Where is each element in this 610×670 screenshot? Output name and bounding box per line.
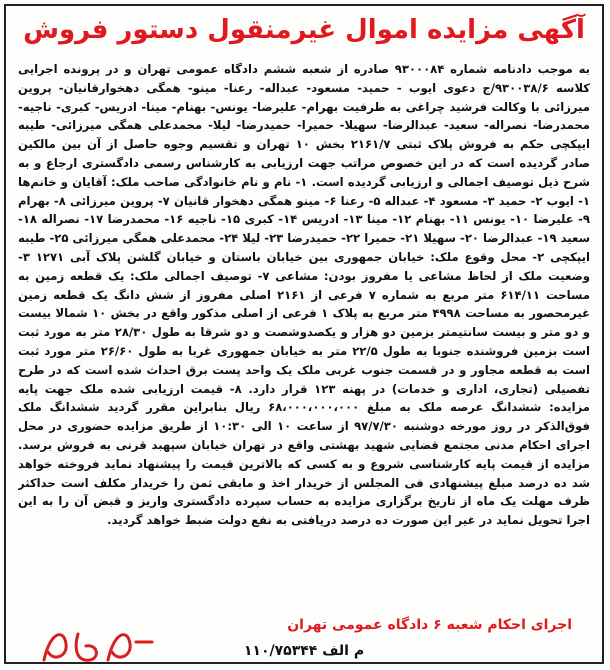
notice-body: به موجب دادنامه شماره ۹۳۰۰۰۸۴ صادره از شعبه ششم دادگاه عمومی تهران و در پرونده اجرایی کلاسه ۹۳۰۰۳۸/۶/ج دعوی ایوب - حمید- مسعود- عبداله- رعنا- مینو- همگی دهخوارقانیان- پروین میرزائی با وکالت فرشید چراغی به طرفیت بهرام- علیرضا- یونس- بهنام- مینا- ادریس- کبری- ناجیه- محمدرضا- نصراله- سعید- عبدالرضا- سهیلا- حمیرا- حمیدرضا- لیلا- محمدعلی همگی میرزائی- طیبه ایپکچی حکم به فروش پلاک ثبتی ۲۱۶۱/۷ بخش ۱۰ تهران و تقسیم وجوه حاصل از آن بین مالکین صادر گردیده است که در این خصوص مراتب جهت ارزیابی به کارشناس رسمی دادگستری ارجاع و به شرح ذیل توصیف اجمالی و ارزیابی گردیده است. ۱- نام و نام خانوادگی صاحب ملک: آقایان و خانم‌ها ۱- ایوب ۲- حمید ۳- مسعود ۴- عبداله ۵- رعنا ۶- مینو همگی دهخوار قانیان ۷- پروین میرزائی ۸- بهرام ۹- علیرضا ۱۰- یونس ۱۱- بهنام ۱۲- مینا ۱۳- ادریس ۱۴- کبری ۱۵- ناجیه ۱۶- محمدرضا ۱۷- نصراله ۱۸- سعید ۱۹- عبدالرضا ۲۰- سهیلا ۲۱- حمیرا ۲۲- حمیدرضا ۲۳- لیلا ۲۴- محمدعلی همگی میرزائی ۲۵- طیبه ایپکچی ۲- محل وقوع ملک: خیابان جمهوری بین خیابان باستان و خیابان گلشن پلاک آبی ۱۲۷۱ ۳- وضعیت ملک از لحاظ مشاعی یا مفروز بودن: مشاعی ۷- توصیف اجمالی ملک: یک قطعه زمین به مساحت ۶۱۴/۱۱ متر مربع به شماره ۷ فرعی از ۲۱۶۱ اصلی مفروز از شش دانگ یک قطعه زمین غیرمحصور به مساحت ۴۹۹۸ متر مربع به پلاک ۱ فرعی از اصلی مذکور واقع در بخش ۱۰ شمالا بیست و دو متر و بیست سانتیمتر بزمین دو هزار و یکصدوشصت و دو شرقا به طول ۲۸/۳۰ متر به مورد ثبت است بزمین فروشنده جنوبا به طول ۲۲/۵ متر به خیابان جمهوری غربا به طول ۲۶/۶۰ متر مورد ثبت است به قطعه مجاور و در قسمت جنوب غربی ملک یک واحد پست برق احداث شده است که در طرح تفصیلی (تجاری، اداری و خدمات) در پهنه ۱۲۳ قرار دارد. ۸- قیمت ارزیابی شده ملک جهت پایه مزایده: ششدانگ عرصه ملک به مبلغ ۶۸،۰۰۰،۰۰۰،۰۰۰ ریال بنابراین مقرر گردید ششدانگ ملک فوق‌الذکر در روز مورخه دوشنبه ۹۷/۷/۳۰ از ساعت ۱۰ الی ۱۰:۳۰ از طریق مزایده حضوری در محل اجرای احکام مدنی مجتمع قضایی شهید بهشتی واقع در تهران خیابان سپهبد قرنی به فروش برسد. مزایده از قیمت پایه کارشناسی شروع و به کسی که بالاترین قیمت را پیشنهاد نماید فروخته خواهد شد ده درصد مبلغ پیشنهادی فی المجلس از خریدار اخذ و مابقی ثمن را خریدار مکلف است حداکثر ظرف مهلت یک ماه از تاریخ برگزاری مزایده به حساب سپرده دادگستری واریز و قبض آن را به این اجرا تحویل نماید در غیر این صورت ده درصد دریافتی به نفع دولت ضبط خواهد گردید. [18, 62, 590, 528]
issuer-office: اجرای احکام شعبه ۶ دادگاه عمومی تهران [287, 617, 572, 633]
reference-code: م الف ۱۱۰/۷۵۳۴۴ [243, 643, 365, 659]
notice-title: آگهی مزایده اموال غیرمنقول دستور فروش [23, 15, 585, 45]
handwritten-number-mark [36, 622, 156, 670]
auction-notice [4, 4, 604, 664]
